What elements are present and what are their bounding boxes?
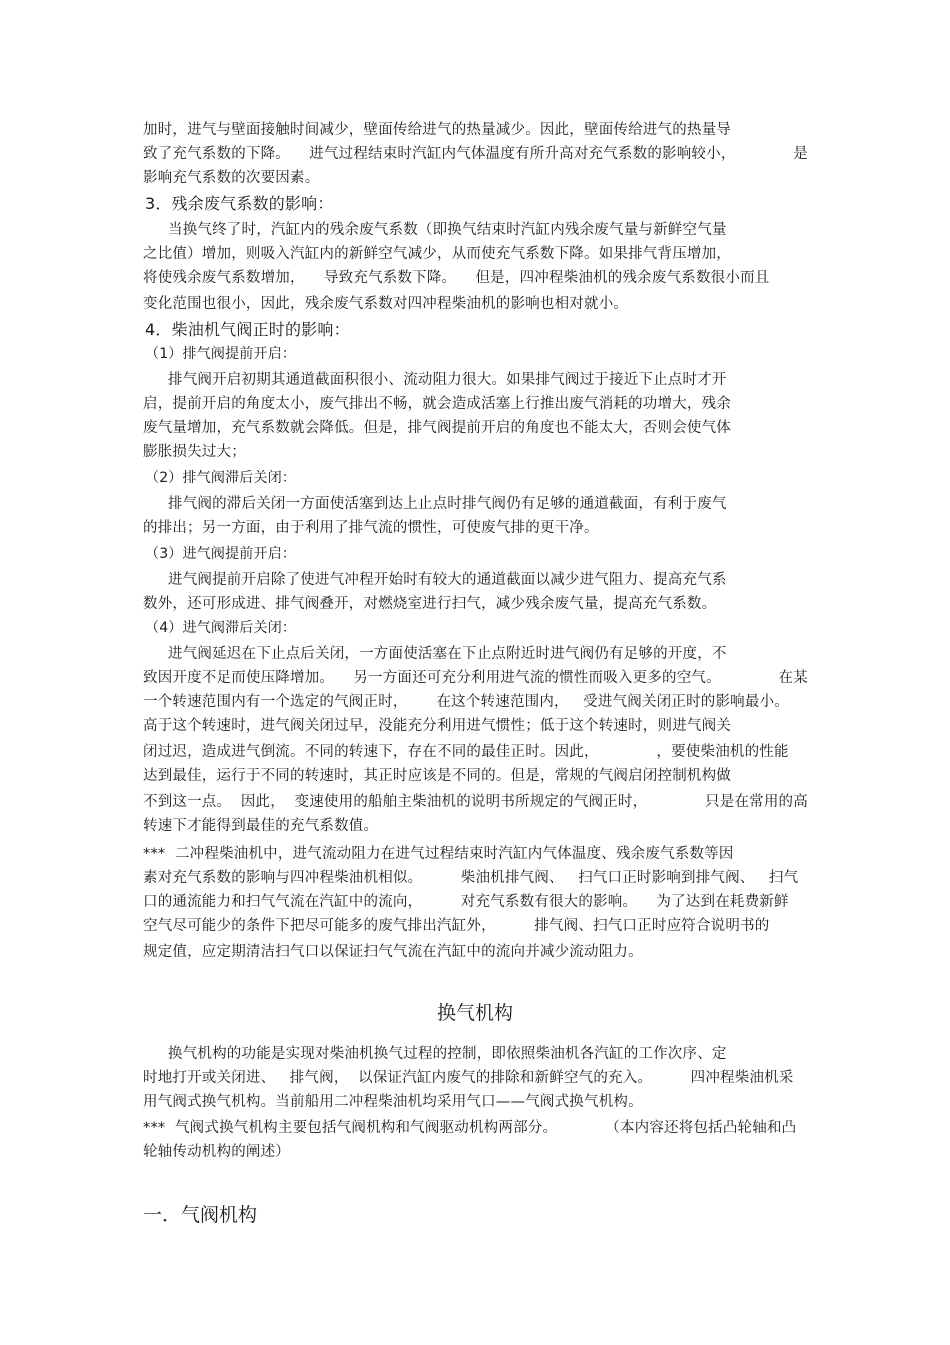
item-heading: （4）进气阀滞后关闭： <box>145 620 297 636</box>
text-line: 排气阀开启初期其通道截面积很小、流动阻力很大。如果排气阀过于接近下止点时才开 <box>168 372 727 388</box>
text-line: 废气量增加，充气系数就会降低。但是，排气阀提前开启的角度也不能太大，否则会使气体 <box>143 420 731 436</box>
text-line: 膨胀损失过大； <box>143 444 246 460</box>
text-line: 换气机构的功能是实现对柴油机换气过程的控制，即依照柴油机各汽缸的工作次序、定 <box>168 1046 727 1062</box>
text-line: 加时，进气与壁面接触时间减少，壁面传给进气的热量减少。因此，壁面传给进气的热量导 <box>143 122 731 138</box>
text-line: 变化范围也很小，因此，残余废气系数对四冲程柴油机的影响也相对就小。 <box>143 296 629 312</box>
text-line: 当换气终了时，汽缸内的残余废气系数（即换气结束时汽缸内残余废气量与新鲜空气量 <box>168 222 727 238</box>
text-line: 的排出；另一方面，由于利用了排气流的惯性，可使废气排的更干净。 <box>143 520 599 536</box>
text-line: 规定值，应定期清洁扫气口以保证扫气气流在汽缸中的流向并减少流动阻力。 <box>143 944 643 960</box>
text-line: 轮轴传动机构的阐述） <box>143 1144 290 1160</box>
subheading: 3．残余废气系数的影响： <box>145 194 334 213</box>
text-line: 时地打开或关闭进、 排气阀， 以保证汽缸内废气的排除和新鲜空气的充入。 四冲程柴油机采 <box>143 1070 794 1086</box>
item-heading: （2）排气阀滞后关闭： <box>145 470 297 486</box>
subheading: 4．柴油机气阀正时的影响： <box>145 320 350 339</box>
text-line: 一个转速范围内有一个选定的气阀正时， 在这个转速范围内， 受进气阀关闭正时的影响最小。 <box>143 694 789 710</box>
text-line: 致因开度不足而使压降增加。 另一方面还可充分利用进气流的惯性而吸入更多的空气。 在某 <box>143 670 808 686</box>
text-line: 不到这一点。 因此， 变速使用的船舶主柴油机的说明书所规定的气阀正时， 只是在常用的高 <box>143 794 808 810</box>
text-line: 素对充气系数的影响与四冲程柴油机相似。 柴油机排气阀、 扫气口正时影响到排气阀、 扫气 <box>143 870 799 886</box>
item-heading: （3）进气阀提前开启： <box>145 546 297 562</box>
text-line: *** 气阀式换气机构主要包括气阀机构和气阀驱动机构两部分。 （本内容还将包括凸轮轴和凸 <box>143 1120 797 1136</box>
text-line: 达到最佳，运行于不同的转速时，其正时应该是不同的。但是，常规的气阀启闭控制机构做 <box>143 768 731 784</box>
text-line: 影响充气系数的次要因素。 <box>143 170 320 186</box>
text-line: 口的通流能力和扫气气流在汽缸中的流向， 对充气系数有很大的影响。 为了达到在耗费新鲜 <box>143 894 789 910</box>
text-line: 转速下才能得到最佳的充气系数值。 <box>143 818 379 834</box>
text-line: 排气阀的滞后关闭一方面使活塞到达上止点时排气阀仍有足够的通道截面，有利于废气 <box>168 496 727 512</box>
chapter-heading: 一．气阀机构 <box>143 1204 258 1226</box>
text-line: *** 二冲程柴油机中，进气流动阻力在进气过程结束时汽缸内气体温度、残余废气系数等因 <box>143 846 734 862</box>
text-line: 之比值）增加，则吸入汽缸内的新鲜空气减少，从而使充气系数下降。如果排气背压增加， <box>143 246 731 262</box>
text-line: 数外，还可形成进、排气阀叠开，对燃烧室进行扫气，减少残余废气量，提高充气系数。 <box>143 596 717 612</box>
text-line: 高于这个转速时，进气阀关闭过早，没能充分利用进气惯性；低于这个转速时，则进气阀关 <box>143 718 731 734</box>
text-line: 启，提前开启的角度太小，废气排出不畅，就会造成活塞上行推出废气消耗的功增大，残余 <box>143 396 731 412</box>
item-heading: （1）排气阀提前开启： <box>145 346 297 362</box>
text-line: 空气尽可能少的条件下把尽可能多的废气排出汽缸外， 排气阀、扫气口正时应符合说明书的 <box>143 918 770 934</box>
section-title: 换气机构 <box>436 1002 513 1024</box>
text-line: 将使残余废气系数增加， 导致充气系数下降。 但是，四冲程柴油机的残余废气系数很小而且 <box>143 270 770 286</box>
text-line: 闭过迟，造成进气倒流。不同的转速下，存在不同的最佳正时。因此， ，要使柴油机的性能 <box>143 744 789 760</box>
text-line: 致了充气系数的下降。 进气过程结束时汽缸内气体温度有所升高对充气系数的影响较小， 是 <box>143 146 808 162</box>
text-line: 进气阀提前开启除了使进气冲程开始时有较大的通道截面以减少进气阻力、提高充气系 <box>168 572 727 588</box>
text-line: 进气阀延迟在下止点后关闭，一方面使活塞在下止点附近时进气阀仍有足够的开度，不 <box>168 646 727 662</box>
text-line: 用气阀式换气机构。当前船用二冲程柴油机均采用气口——气阀式换气机构。 <box>143 1094 643 1110</box>
